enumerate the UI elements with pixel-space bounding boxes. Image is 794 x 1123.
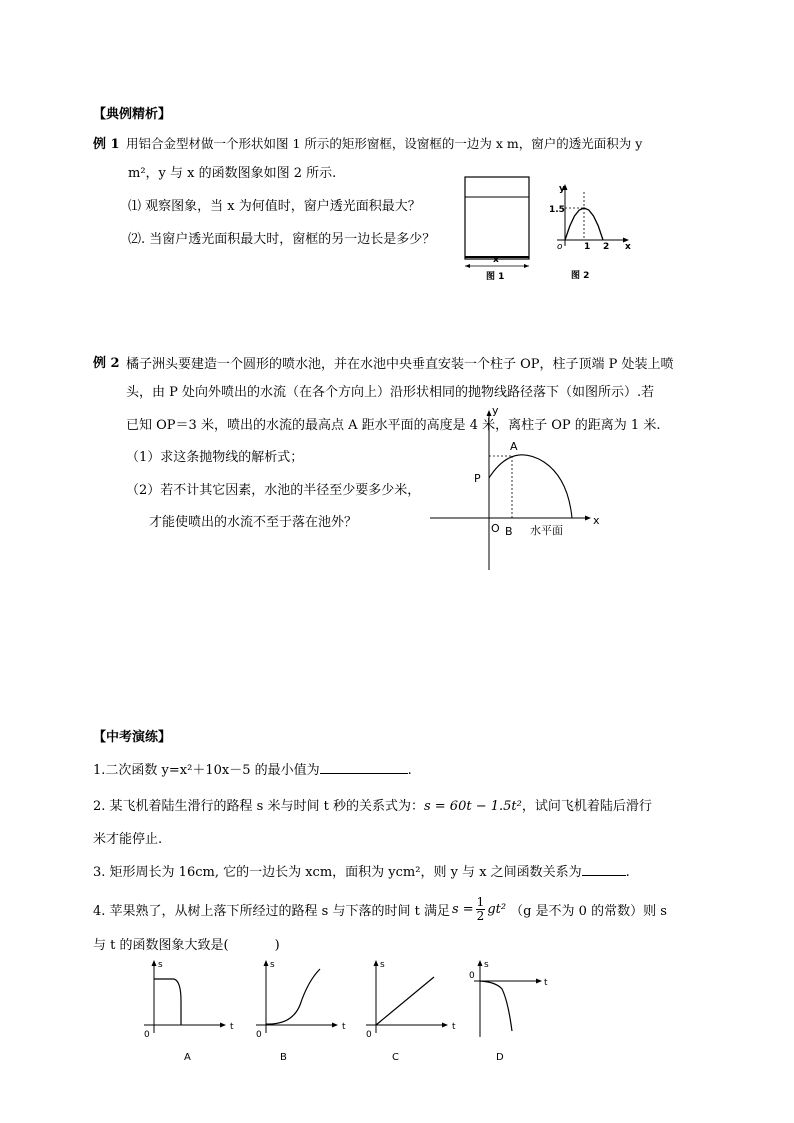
example-2-line-2: 头，由 P 处向外喷出的水流（在各个方向上）沿形状相同的抛物线路径落下（如图所示）.若 <box>126 385 655 400</box>
problem-3-answer-blank[interactable] <box>582 875 626 876</box>
example-1-label: 例 1 <box>93 137 120 152</box>
svg-text:0: 0 <box>469 971 475 981</box>
option-d-label: D <box>496 1052 504 1063</box>
fountain-point-a: A <box>510 440 518 453</box>
figure-2-x-label: x <box>625 242 631 252</box>
example-1-line-2: m²，y 与 x 的函数图象如图 2 所示. <box>128 166 337 181</box>
problem-1: 1.二次函数 y=x²＋10x－5 的最小值为 . <box>93 763 412 778</box>
problem-3-text: 3. 矩形周长为 16cm, 它的一边长为 xcm，面积为 ycm²，则 y 与 x 之间函数关系为 <box>93 865 582 880</box>
figure-2-x-tick-1: 1 <box>584 242 591 252</box>
svg-text:t: t <box>342 1022 346 1032</box>
problem-4-formula-rhs: gt² <box>487 901 507 917</box>
svg-text:t: t <box>452 1022 456 1032</box>
problem-1-text: 1.二次函数 y=x²＋10x－5 的最小值为 <box>93 763 320 778</box>
fountain-water-surface: 水平面 <box>530 524 563 537</box>
example-2-line-1: 橘子洲头要建造一个圆形的喷水池，并在水池中央垂直安装一个柱子 OP，柱子顶端 P 处装上喷 <box>126 357 674 372</box>
svg-text:s: s <box>380 960 385 970</box>
svg-text:0: 0 <box>256 1030 262 1040</box>
example-1-question-2: ⑵. 当窗户透光面积最大时，窗框的另一边长是多少？ <box>128 232 436 247</box>
example-2-question-3: 才能使喷出的水流不至于落在池外？ <box>149 515 358 530</box>
figure-1-window-frame <box>462 174 534 282</box>
problem-4-formula-lhs: s = <box>451 901 474 917</box>
fountain-water-parabola <box>489 455 572 518</box>
svg-text:0: 0 <box>144 1030 150 1040</box>
option-a-graph[interactable] <box>140 957 240 1065</box>
problem-2-line-2: 米才能停止. <box>93 832 163 847</box>
option-c-label: C <box>392 1052 399 1063</box>
section-title-typical-examples: 【典例精析】 <box>93 107 172 122</box>
figure-2-origin: o <box>557 242 563 252</box>
option-b-graph[interactable] <box>252 957 352 1065</box>
example-1-question-1: ⑴ 观察图象，当 x 为何值时，窗户透光面积最大？ <box>128 199 421 214</box>
problem-2: 2. 某飞机着陆生滑行的路程 s 米与时间 t 秒的关系式为：s = 60t − 1.5t²，试问飞机着陆后滑行 <box>93 799 652 814</box>
fountain-origin: O <box>491 522 500 535</box>
figure-1-caption: 图 1 <box>486 272 505 282</box>
example-2-line-3: 已知 OP＝3 米，喷出的水流的最高点 A 距水平面的高度是 4 米，离柱子 OP 的距离为 1 米. <box>126 418 661 433</box>
option-d-graph[interactable] <box>460 957 560 1065</box>
option-a-label: A <box>184 1052 191 1063</box>
problem-2-text: 2. 某飞机着陆生滑行的路程 s 米与时间 t 秒的关系式为： <box>93 799 424 814</box>
svg-text:s: s <box>484 960 489 970</box>
problem-3: 3. 矩形周长为 16cm, 它的一边长为 xcm，面积为 ycm²，则 y 与 x 之间函数关系为 . <box>93 865 630 880</box>
option-a-curve <box>154 979 181 1025</box>
svg-text:t: t <box>230 1022 234 1032</box>
figure-2-caption: 图 2 <box>571 271 590 281</box>
example-1-line-1: 用铝合金型材做一个形状如图 1 所示的矩形窗框，设窗框的一边为 x m，窗户的透光面积为 y <box>126 136 643 151</box>
svg-text:s: s <box>270 960 275 970</box>
problem-1-answer-blank[interactable] <box>320 773 408 774</box>
problem-4-line-2: 与 t 的函数图象大致是( ) <box>93 938 280 953</box>
fountain-parabola-figure <box>428 402 608 574</box>
figure-1-x-label: x <box>493 255 499 265</box>
figure-2-x-tick-2: 2 <box>603 242 610 252</box>
example-2-label: 例 2 <box>93 356 120 371</box>
fountain-y-label: y <box>492 404 499 417</box>
window-frame-outline <box>465 177 529 259</box>
figure-2-y-tick: 1.5 <box>549 205 565 215</box>
option-c-line <box>376 977 434 1025</box>
svg-text:s: s <box>158 960 163 970</box>
problem-2-formula: s = 60t − 1.5t² <box>423 799 522 814</box>
problem-4: 4. 苹果熟了，从树上落下所经过的路程 s 与下落的时间 t 满足 s = $\frac{1}{2}$ gt² （g 是不为 0 的常数）则 s <box>93 894 667 923</box>
problem-4-text: 4. 苹果熟了，从树上落下所经过的路程 s 与下落的时间 t 满足 <box>93 903 450 919</box>
example-2-question-2: （2）若不计其它因素，水池的半径至少要多少米， <box>126 483 421 498</box>
option-d-curve <box>480 981 512 1031</box>
svg-text:t: t <box>544 978 548 988</box>
option-b-label: B <box>280 1052 287 1063</box>
problem-4-fraction: $\frac{1}{2}$ <box>476 894 485 923</box>
fountain-x-label: x <box>593 514 600 527</box>
figure-2-parabola-chart <box>547 178 637 282</box>
option-c-graph[interactable] <box>362 957 462 1065</box>
figure-2-y-label: y <box>559 184 565 194</box>
option-b-curve <box>266 969 320 1024</box>
example-2-question-1: （1）求这条抛物线的解析式； <box>126 450 304 465</box>
fountain-point-p: P <box>474 472 481 485</box>
fountain-point-b: B <box>505 525 513 538</box>
section-title-exam-practice: 【中考演练】 <box>93 730 172 745</box>
svg-text:0: 0 <box>366 1030 372 1040</box>
